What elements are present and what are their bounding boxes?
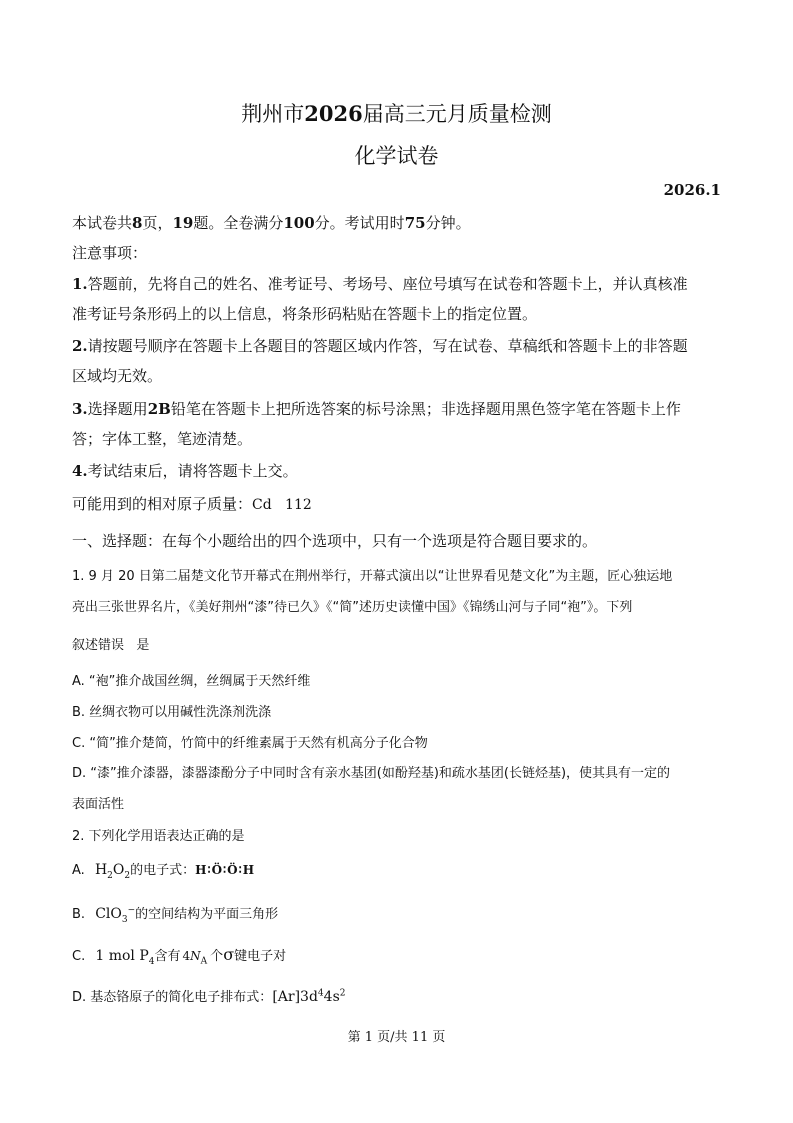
intro-text: 页， xyxy=(142,214,173,232)
option-label: C. xyxy=(72,949,86,964)
notice-text: 答题前，先将自己的姓名、准考证号、考场号、座位号填写在试卷和答题卡上，并认真核准 xyxy=(87,275,688,293)
formula-sub: 4 xyxy=(148,956,155,967)
avogadro-n: N xyxy=(190,949,201,963)
notice-item-1-cont: 准考证号条形码上的以上信息，将条形码粘贴在答题卡上的指定位置。 xyxy=(72,305,538,323)
config-sup: 4 xyxy=(317,988,324,999)
p4-amount xyxy=(95,948,155,967)
notice-number: 2. xyxy=(72,337,88,355)
atomic-mass-line xyxy=(72,493,312,514)
notice-number: 1. xyxy=(72,275,88,293)
duration: 75 xyxy=(404,214,426,232)
q1-stem-line1: 1. 9 月 20 日第二届楚文化节开幕式在荆州举行，开幕式演出以“让世界看见楚文化”为主题，匠心独运地 xyxy=(72,569,673,584)
notice-item-2 xyxy=(72,335,688,356)
config-sup: 2 xyxy=(339,988,346,999)
title-prefix: 荆州市 xyxy=(241,102,305,126)
formula-sub: 2 xyxy=(124,870,131,881)
atomic-mass-value: Cd 112 xyxy=(252,497,312,513)
q1-option-b: B. 丝绸衣物可以用碱性洗涤剂洗涤 xyxy=(72,705,272,720)
formula-o: O xyxy=(112,862,125,878)
notice-item-1 xyxy=(72,273,688,294)
notice-number: 3. xyxy=(72,400,88,418)
exam-date: 2026.1 xyxy=(663,181,721,199)
config-part: 4s xyxy=(323,989,340,1005)
intro-text: 本试卷共 xyxy=(72,214,133,232)
mol-text: 1 mol P xyxy=(95,948,149,964)
q2-option-b xyxy=(72,903,278,925)
option-text: 基态铬原子的简化电子排布式： xyxy=(90,990,273,1005)
option-text: 的电子式： xyxy=(130,863,196,878)
option-label: D. xyxy=(72,990,87,1005)
formula-sub: 2 xyxy=(107,870,113,881)
coefficient: 4 xyxy=(182,949,191,963)
option-label: A. xyxy=(72,863,85,878)
formula-charge: − xyxy=(127,905,136,916)
notice-number: 4. xyxy=(72,462,88,480)
q1-option-d-cont: 表面活性 xyxy=(72,797,125,812)
option-text: 个 xyxy=(210,949,224,964)
notice-item-3 xyxy=(72,398,681,419)
intro-text: 分钟。 xyxy=(425,214,471,232)
formula-sub: 3 xyxy=(121,914,128,925)
page-count: 8 xyxy=(132,214,143,232)
q2-option-c xyxy=(72,945,286,967)
intro-text: 题。全卷满分 xyxy=(193,214,284,232)
intro-text: 分。考试用时 xyxy=(314,214,405,232)
notice-text: 铅笔在答题卡上把所选答案的标号涂黑；非选择题用黑色签字笔在答题卡上作 xyxy=(170,400,681,418)
atomic-mass-label: 可能用到的相对原子质量： xyxy=(72,495,253,513)
section-heading: 一、选择题：在每个小题给出的四个选项中，只有一个选项是符合题目要求的。 xyxy=(72,532,598,550)
q1-option-c: C. “简”推介楚简，竹简中的纤维素属于天然有机高分子化合物 xyxy=(72,736,428,751)
option-text: 的空间结构为平面三角形 xyxy=(135,907,279,922)
q2-stem: 2. 下列化学用语表达正确的是 xyxy=(72,829,245,844)
formula-main: ClO xyxy=(95,906,122,922)
intro-line xyxy=(72,212,471,233)
option-text: 键电子对 xyxy=(234,949,287,964)
notice-item-3-cont: 答；字体工整，笔迹清楚。 xyxy=(72,430,253,448)
exam-title xyxy=(0,98,793,128)
q1-option-a: A. “袍”推介战国丝绸，丝绸属于天然纤维 xyxy=(72,674,311,689)
q1-stem-line2: 亮出三张世界名片，《美好荆州“漆”待已久》《“简”述历史读懂中国》《锦绣山河与子同“袍”》。下列 xyxy=(72,600,633,615)
pencil-grade: 2B xyxy=(147,400,171,418)
q2-option-a xyxy=(72,859,255,881)
q1-stem-line3: 叙述错误 是 xyxy=(72,638,150,653)
option-label: B. xyxy=(72,907,86,922)
notice-text: 考试结束后，请将答题卡上交。 xyxy=(87,462,298,480)
electron-config xyxy=(272,989,345,1005)
notice-text: 选择题用 xyxy=(87,400,148,418)
notice-item-4 xyxy=(72,460,298,481)
config-part: [Ar]3d xyxy=(272,989,318,1005)
title-year: 2026 xyxy=(304,101,363,126)
exam-subtitle: 化学试卷 xyxy=(354,144,439,168)
h2o2-formula xyxy=(94,862,131,881)
question-count: 19 xyxy=(172,214,194,232)
lewis-structure: H∶Ö∶Ö∶H xyxy=(195,863,256,877)
formula-h: H xyxy=(94,862,108,878)
title-suffix: 届高三元月质量检测 xyxy=(362,102,552,126)
notice-item-2-cont: 区域均无效。 xyxy=(72,367,163,385)
option-text: 含有 xyxy=(154,949,181,964)
page-footer: 第 1 页/共 11 页 xyxy=(347,1030,446,1045)
clo3-formula xyxy=(95,905,136,925)
notice-title: 注意事项： xyxy=(72,244,148,262)
q1-option-d: D. “漆”推介漆器，漆器漆酚分子中同时含有亲水基团(如酚羟基)和疏水基团(长链烃基)，使其具有一定的 xyxy=(72,766,671,781)
full-score: 100 xyxy=(283,214,315,232)
sigma-symbol: σ xyxy=(223,945,235,964)
avogadro-sub: A xyxy=(200,956,208,967)
q2-option-d xyxy=(72,986,345,1005)
notice-text: 请按题号顺序在答题卡上各题目的答题区域内作答，写在试卷、草稿纸和答题卡上的非答题 xyxy=(87,337,688,355)
